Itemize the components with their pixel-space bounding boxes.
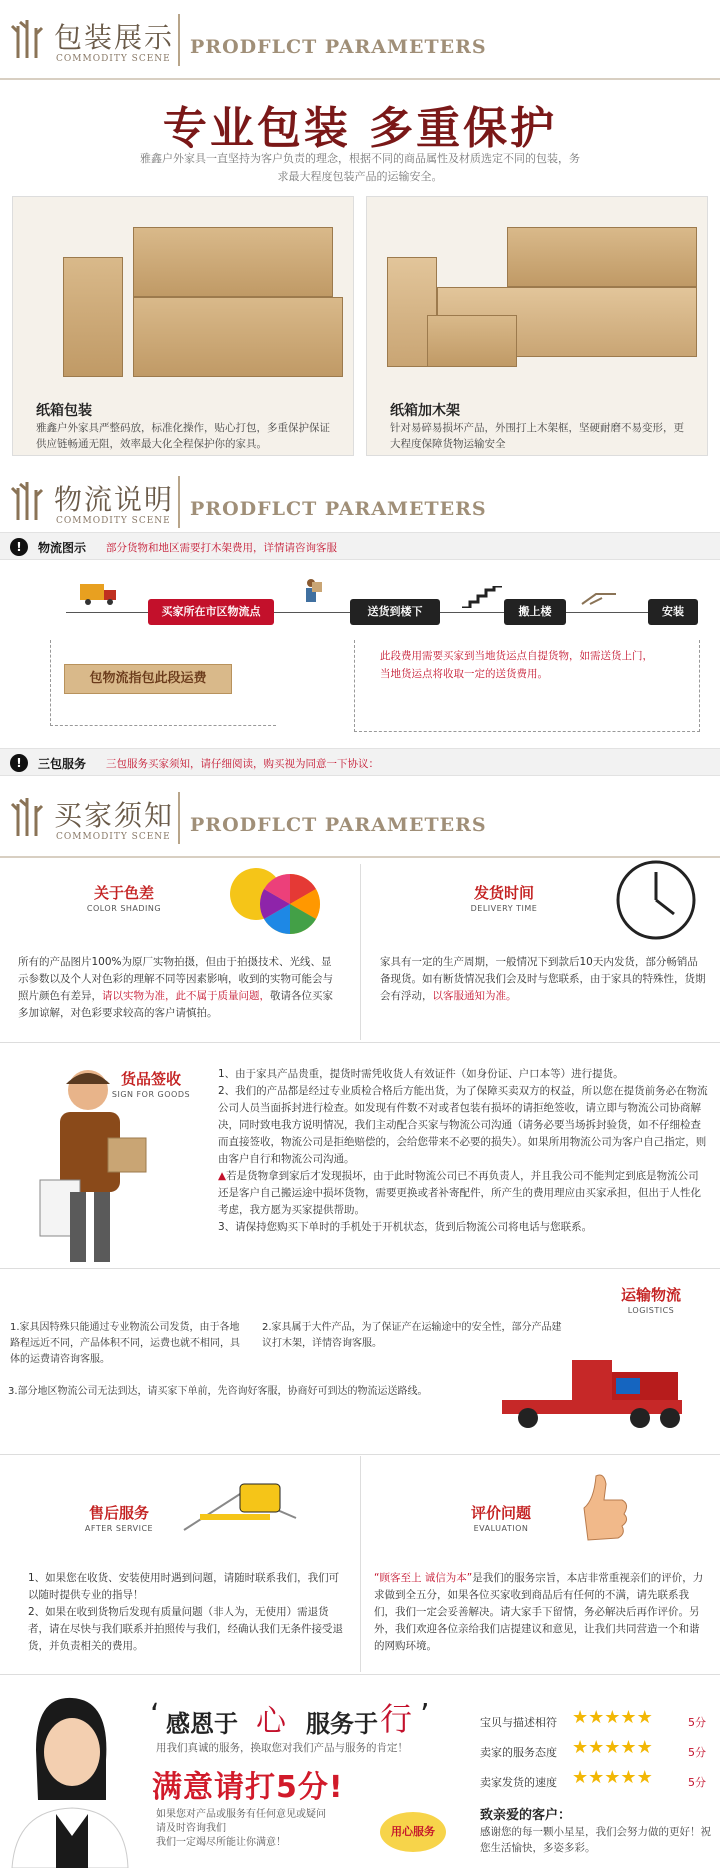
after-text bbox=[28, 1570, 348, 1655]
step-carry-upstairs: 搬上楼 bbox=[504, 599, 566, 625]
carton-desc: 雅鑫户外家具严整码放，标准化操作，贴心打包，多重保护保证供应链畅通无阻，效率最大化全程保护你的家具。 bbox=[36, 422, 330, 450]
step-deliver-downstairs: 送货到楼下 bbox=[350, 599, 440, 625]
rating-label: 宝贝与描述相符 bbox=[480, 1716, 557, 1729]
footer-line-3: 请及时咨询我们 bbox=[156, 1823, 226, 1834]
carton-title: 纸箱包装 bbox=[36, 403, 92, 419]
rating-score: 5分 bbox=[688, 1716, 706, 1729]
star-icon: ★ bbox=[604, 1767, 621, 1788]
sign-point-1: 1、由于家具产品贵重，提货时需凭收货人有效证件（如身份证、户口本等）进行提货。 bbox=[218, 1068, 624, 1080]
header-rule bbox=[0, 856, 720, 858]
star-icon: ★ bbox=[572, 1737, 589, 1758]
logis-point-2: 2.家具属于大件产品，为了保证产在运输途中的安全性，部分产品建议打木架，详情咨询客服。 bbox=[262, 1322, 562, 1349]
wood-frame-title: 纸箱加木架 bbox=[390, 403, 460, 419]
star-icon: ★ bbox=[620, 1767, 637, 1788]
rating-label: 卖家的服务态度 bbox=[480, 1746, 557, 1759]
truck-illustration bbox=[500, 1354, 700, 1438]
customer-service-figure bbox=[6, 1690, 130, 1868]
fee-note-2: 当地货运点将收取一定的送货费用。 bbox=[380, 668, 548, 680]
service-note: 三包服务买家须知，请仔细阅读，购买视为同意一下协议： bbox=[106, 758, 379, 770]
eval-text: “顾客至上 诚信为本”是我们的服务宗旨，本店非常重视亲们的评价，力求做到全五分，如果各位买家收到商品后有任何的不满，请先联系我们，我们一定会妥善解决。请大家手下留情，务必解决后再作评价。另外，我们欢迎各位亲给我们店提建议和意见，让我们共同营造一个和谐的网购环境。 bbox=[374, 1572, 704, 1652]
star-icon: ★ bbox=[588, 1767, 605, 1788]
logis-title: 运输物流 bbox=[620, 1286, 681, 1304]
dear-title: 致亲爱的客户： bbox=[480, 1808, 572, 1823]
section-header-packaging bbox=[0, 0, 720, 82]
footer-note bbox=[156, 1808, 326, 1850]
rating-stars bbox=[572, 1768, 653, 1788]
rating-row bbox=[480, 1768, 712, 1798]
carton-box bbox=[133, 297, 343, 377]
color-wheel-icon bbox=[220, 858, 326, 938]
divider bbox=[0, 1454, 720, 1455]
clock-icon bbox=[614, 858, 698, 942]
after-point-1: 1、如果您在收货、安装使用时遇到问题，请随时联系我们，我们可以随时提供专业的指导！ bbox=[28, 1572, 340, 1601]
header-parameters: PRODFLCT PARAMETERS bbox=[190, 498, 487, 520]
column-divider bbox=[360, 1456, 361, 1672]
footer-line-2: 如果您对产品或服务有任何意见或疑问 bbox=[156, 1809, 326, 1820]
heart-glyph: 心 bbox=[256, 1704, 286, 1739]
after-title: 售后服务 bbox=[88, 1504, 149, 1522]
eval-title: 评价问题 bbox=[470, 1504, 531, 1522]
divider bbox=[0, 1042, 720, 1043]
rating-row bbox=[480, 1708, 712, 1738]
packaging-headline: 专业包装 多重保护 bbox=[162, 103, 558, 154]
header-title: 买家须知 bbox=[54, 799, 175, 832]
sign-subtitle: SIGN FOR GOODS bbox=[111, 1090, 191, 1099]
sign-point-3: ▲若是货物拿到家后才发现损坏，由于此时物流公司已不再负责人，并且我公司不能判定到底是物流公司还是客户自己搬运途中损坏货物，需要更换或者补寄配件，所产生的费用理应由买家承担，但出于人性化考虑，我方愿为买家提供帮助。 bbox=[218, 1170, 701, 1216]
header-divider bbox=[178, 476, 180, 528]
footer-big: 满意请打5分! bbox=[152, 1770, 344, 1805]
logis-point-3: 3.部分地区物流公司无法到达，请买家下单前，先咨询好客服，协商好可到达的物流运送路线。 bbox=[8, 1386, 428, 1397]
star-icon: ★ bbox=[636, 1767, 653, 1788]
delivery-subtitle: DELIVERY TIME bbox=[470, 904, 538, 913]
thumbs-up-icon bbox=[574, 1470, 630, 1550]
header-title: 物流说明 bbox=[54, 483, 175, 516]
sign-point-4: 3、请保持您购买下单时的手机处于开机状态，货到后物流公司将电话与您联系。 bbox=[218, 1221, 593, 1233]
rating-score: 5分 bbox=[688, 1746, 706, 1759]
tools-icon bbox=[180, 1474, 300, 1538]
logistics-bar bbox=[0, 532, 720, 560]
pickup-label: 包物流指包此段运费 bbox=[64, 664, 232, 694]
star-icon: ★ bbox=[636, 1737, 653, 1758]
bamboo-icon bbox=[10, 796, 44, 836]
slogan-quote-open: ‘ bbox=[150, 1698, 160, 1733]
logistics-note: 部分货物和地区需要打木架费用，详情请咨询客服 bbox=[106, 542, 337, 554]
star-icon: ★ bbox=[604, 1707, 621, 1728]
eval-subtitle: EVALUATION bbox=[473, 1524, 529, 1533]
star-icon: ★ bbox=[620, 1707, 637, 1728]
header-rule bbox=[0, 78, 720, 80]
rating-score: 5分 bbox=[688, 1776, 706, 1789]
slogan-b: 服务于 bbox=[306, 1710, 378, 1738]
warning-icon: ! bbox=[10, 538, 28, 556]
rating-row bbox=[480, 1738, 712, 1768]
bamboo-icon bbox=[10, 480, 44, 520]
color-subtitle: COLOR SHADING bbox=[86, 904, 162, 913]
rating-label: 卖家发货的速度 bbox=[480, 1776, 557, 1789]
color-title: 关于色差 bbox=[93, 884, 154, 902]
service-badge: 用心服务 bbox=[380, 1812, 446, 1852]
rating-stars bbox=[572, 1738, 653, 1758]
footer-line-4: 我们一定竭尽所能让你满意！ bbox=[156, 1837, 286, 1848]
delivery-text: 家具有一定的生产周期，一般情况下到款后10天内发货，部分畅销品备现货。如有断货情况我们会及时与您联系，由于家具的特殊性，货期会有浮动，以客服通知为准。 bbox=[380, 956, 706, 1002]
step-logistics-point: 买家所在市区物流点 bbox=[148, 599, 274, 625]
after-subtitle: AFTER SERVICE bbox=[84, 1524, 154, 1533]
stairs-icon bbox=[462, 586, 502, 608]
step-install: 安装 bbox=[648, 599, 698, 625]
star-icon: ★ bbox=[620, 1737, 637, 1758]
star-icon: ★ bbox=[636, 1707, 653, 1728]
bamboo-icon bbox=[10, 18, 44, 58]
section-header-buyer-notice bbox=[0, 778, 720, 860]
delivery-title: 发货时间 bbox=[473, 884, 534, 902]
sign-text bbox=[218, 1066, 708, 1236]
wood-frame-desc: 针对易碎易损坏产品，外围打上木架框，坚硬耐磨不易变形，更大程度保障货物运输安全 bbox=[390, 422, 684, 450]
star-icon: ★ bbox=[572, 1767, 589, 1788]
chair-icon bbox=[580, 590, 620, 606]
carton-box bbox=[133, 227, 333, 297]
service-label: 三包服务 bbox=[38, 757, 87, 771]
column-divider bbox=[360, 864, 361, 1040]
divider bbox=[0, 1674, 720, 1675]
logis-point-1: 1.家具因特殊只能通过专业物流公司发货，由于各地路程远近不同，产品体积不同，运费也就不相同，具体的运费请咨询客服。 bbox=[10, 1322, 240, 1365]
star-icon: ★ bbox=[588, 1707, 605, 1728]
packaging-intro: 雅鑫户外家具一直坚持为客户负责的理念，根据不同的商品属性及材质选定不同的包装，务求最大程度包装产品的运输安全。 bbox=[140, 152, 580, 183]
header-divider bbox=[178, 792, 180, 844]
header-subtitle: COMMODITY SCENE bbox=[56, 516, 171, 526]
color-text: 所有的产品图片100%为原厂实物拍摄，但由于拍摄技术、光线、显示参数以及个人对色彩的理解不同等因素影响，收到的实物可能会与照片颜色有差异，请以实物为准，此不属于质量问题，敬请各位买家多加谅解，对色彩要求较高的客户请慎拍。 bbox=[18, 956, 333, 1019]
slogan-quote-close: ’ bbox=[420, 1698, 430, 1733]
warning-icon: ! bbox=[10, 754, 28, 772]
header-parameters: PRODFLCT PARAMETERS bbox=[190, 814, 487, 836]
logis-subtitle: LOGISTICS bbox=[627, 1306, 675, 1315]
divider bbox=[0, 1268, 720, 1269]
carton-box bbox=[507, 227, 697, 287]
header-parameters: PRODFLCT PARAMETERS bbox=[190, 36, 487, 58]
porter-icon bbox=[298, 578, 324, 608]
star-icon: ★ bbox=[572, 1707, 589, 1728]
rating-stars bbox=[572, 1708, 653, 1728]
header-title: 包装展示 bbox=[54, 21, 175, 54]
after-point-2: 2、如果在收到货物后发现有质量问题（非人为，无使用）需退货者，请在尽快与我们联系并拍照传与我们，经确认我们无条件接受退货，并负责相关的费用。 bbox=[28, 1606, 343, 1652]
ratings bbox=[480, 1708, 712, 1798]
star-icon: ★ bbox=[588, 1737, 605, 1758]
sign-title: 货品签收 bbox=[120, 1070, 181, 1088]
sign-point-2: 2、我们的产品都是经过专业质检合格后方能出货，为了保障买卖双方的权益，所以您在提货前务必在物流公司人员当面拆封进行检查。如发现有件数不对或者包装有损坏的请拒绝签收，请立即与物流公司协商解决，同时致电我方说明情况，我们主动配合买家与物流公司沟通（请务必要当场拆封验货，如不仔细检查而直接签收，物流公司是拒绝赔偿的，会给您带来不必要的损失）。如果所用物流公司为客户自己指定，则由客户自行和物流公司沟通。 bbox=[218, 1085, 708, 1165]
slogan-a: 感恩于 bbox=[166, 1710, 238, 1738]
carton-stack bbox=[63, 257, 123, 377]
action-glyph: 行 bbox=[380, 1700, 413, 1738]
fee-note-1: 此段费用需要买家到当地货运点自提货物，如需送货上门， bbox=[380, 650, 653, 662]
wood-crate bbox=[427, 315, 517, 367]
header-divider bbox=[178, 14, 180, 66]
triangle-icon: ▲ bbox=[218, 1170, 227, 1182]
dear-text: 感谢您的每一颗小星星，我们会努力做的更好！祝您生活愉快，多姿多彩。 bbox=[480, 1826, 711, 1854]
header-subtitle: COMMODITY SCENE bbox=[56, 54, 171, 64]
truck-icon bbox=[80, 582, 120, 606]
logistics-label: 物流图示 bbox=[38, 541, 87, 555]
star-icon: ★ bbox=[604, 1737, 621, 1758]
service-bar bbox=[0, 748, 720, 776]
footer-line-1: 用我们真诚的服务，换取您对我们产品与服务的肯定！ bbox=[156, 1742, 408, 1754]
header-subtitle: COMMODITY SCENE bbox=[56, 832, 171, 842]
